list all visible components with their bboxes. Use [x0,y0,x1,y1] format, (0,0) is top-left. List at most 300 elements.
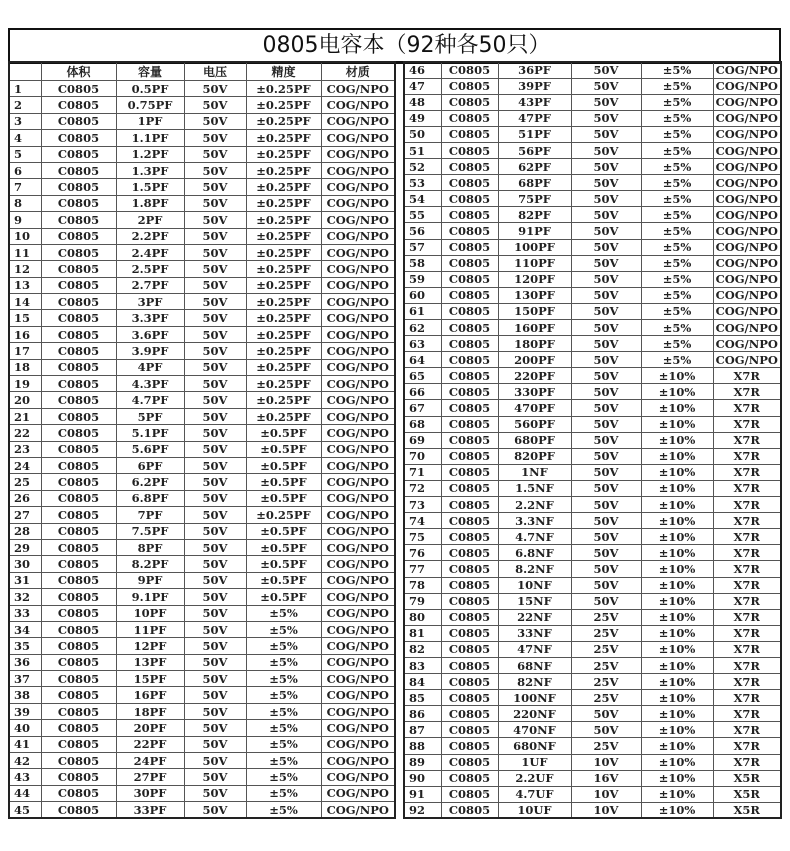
size-cell: C0805 [441,706,498,722]
material-cell: COG/NPO [321,539,395,555]
material-cell: COG/NPO [321,572,395,588]
tolerance-cell: ±5% [641,352,713,368]
voltage-cell: 50V [571,191,641,207]
row-index: 61 [404,303,441,319]
capacitance-cell: 1.2PF [116,146,184,162]
material-cell: COG/NPO [713,207,781,223]
row-index: 69 [404,432,441,448]
voltage-cell: 50V [184,736,246,752]
table-row [404,657,781,673]
size-cell: C0805 [441,497,498,513]
row-index: 79 [404,593,441,609]
voltage-cell: 50V [184,408,246,424]
size-cell: C0805 [441,802,498,818]
voltage-cell: 50V [184,179,246,195]
material-cell: COG/NPO [321,638,395,654]
size-cell: C0805 [41,130,116,146]
capacitance-cell: 16PF [116,687,184,703]
row-index: 1 [9,81,41,97]
voltage-cell: 25V [571,674,641,690]
voltage-cell: 50V [184,228,246,244]
size-cell: C0805 [441,303,498,319]
capacitance-cell: 22PF [116,736,184,752]
voltage-cell: 50V [184,212,246,228]
size-cell: C0805 [441,738,498,754]
capacitance-cell: 24PF [116,753,184,769]
tolerance-cell: ±0.25PF [246,113,321,129]
capacitance-cell: 1.3PF [116,162,184,178]
material-cell: X7R [713,593,781,609]
material-cell: COG/NPO [321,244,395,260]
voltage-cell: 50V [571,239,641,255]
size-cell: C0805 [41,294,116,310]
tolerance-cell: ±0.5PF [246,572,321,588]
row-index: 46 [404,62,441,78]
material-cell: COG/NPO [321,195,395,211]
material-cell: COG/NPO [321,621,395,637]
size-cell: C0805 [441,786,498,802]
material-cell: X7R [713,577,781,593]
tolerance-cell: ±0.25PF [246,326,321,342]
voltage-cell: 50V [184,605,246,621]
row-index: 89 [404,754,441,770]
size-cell: C0805 [41,277,116,293]
material-cell: X7R [713,384,781,400]
tolerance-cell: ±0.25PF [246,507,321,523]
tolerance-cell: ±0.25PF [246,261,321,277]
row-index: 42 [9,753,41,769]
voltage-cell: 50V [571,94,641,110]
voltage-cell: 50V [184,277,246,293]
material-cell: COG/NPO [321,474,395,490]
tolerance-cell: ±0.25PF [246,277,321,293]
row-index: 65 [404,368,441,384]
capacitance-cell: 10NF [498,577,571,593]
material-cell: COG/NPO [713,303,781,319]
tolerance-cell: ±5% [641,191,713,207]
tolerance-cell: ±5% [641,94,713,110]
capacitance-cell: 2PF [116,212,184,228]
material-cell: X7R [713,529,781,545]
row-index: 22 [9,425,41,441]
material-cell: COG/NPO [321,212,395,228]
material-cell: COG/NPO [321,589,395,605]
tolerance-cell: ±10% [641,416,713,432]
row-index: 44 [9,785,41,801]
size-cell: C0805 [441,545,498,561]
table-row [9,162,395,178]
size-cell: C0805 [441,432,498,448]
voltage-cell: 50V [184,113,246,129]
size-cell: C0805 [441,142,498,158]
tolerance-cell: ±5% [641,303,713,319]
row-index: 70 [404,448,441,464]
row-index: 23 [9,441,41,457]
table-row [404,641,781,657]
size-cell: C0805 [41,162,116,178]
tolerance-cell: ±10% [641,609,713,625]
size-cell: C0805 [41,408,116,424]
voltage-cell: 50V [571,464,641,480]
size-cell: C0805 [441,529,498,545]
voltage-cell: 50V [184,81,246,97]
voltage-cell: 50V [571,303,641,319]
size-cell: C0805 [41,802,116,818]
table-row [404,625,781,641]
tolerance-cell: ±0.25PF [246,212,321,228]
voltage-cell: 50V [184,441,246,457]
capacitance-cell: 1.5PF [116,179,184,195]
row-index: 5 [9,146,41,162]
row-index: 90 [404,770,441,786]
table-row [404,271,781,287]
material-cell: COG/NPO [321,113,395,129]
table-row [404,110,781,126]
material-cell: COG/NPO [321,425,395,441]
voltage-cell: 25V [571,609,641,625]
capacitance-cell: 2.2PF [116,228,184,244]
header-index [9,62,41,81]
size-cell: C0805 [41,769,116,785]
size-cell: C0805 [441,78,498,94]
tolerance-cell: ±10% [641,464,713,480]
capacitance-cell: 62PF [498,159,571,175]
capacitance-cell: 15NF [498,593,571,609]
row-index: 29 [9,539,41,555]
table-row [404,497,781,513]
tolerance-cell: ±10% [641,625,713,641]
table-row [9,97,395,113]
table-row [404,62,781,78]
voltage-cell: 50V [571,352,641,368]
voltage-cell: 25V [571,641,641,657]
capacitance-cell: 6.2PF [116,474,184,490]
voltage-cell: 25V [571,690,641,706]
voltage-cell: 25V [571,738,641,754]
voltage-cell: 50V [571,577,641,593]
material-cell: COG/NPO [321,556,395,572]
capacitance-cell: 100PF [498,239,571,255]
material-cell: COG/NPO [321,261,395,277]
size-cell: C0805 [441,159,498,175]
table-row [404,94,781,110]
material-cell: COG/NPO [321,654,395,670]
table-row [9,310,395,326]
capacitance-cell: 9PF [116,572,184,588]
voltage-cell: 50V [571,320,641,336]
row-index: 55 [404,207,441,223]
material-cell: COG/NPO [713,78,781,94]
row-index: 58 [404,255,441,271]
voltage-cell: 50V [184,703,246,719]
voltage-cell: 50V [184,425,246,441]
material-cell: COG/NPO [321,703,395,719]
tolerance-cell: ±5% [641,159,713,175]
voltage-cell: 50V [184,376,246,392]
voltage-cell: 25V [571,657,641,673]
size-cell: C0805 [41,261,116,277]
material-cell: COG/NPO [713,336,781,352]
voltage-cell: 50V [184,162,246,178]
table-row [404,368,781,384]
tolerance-cell: ±0.5PF [246,441,321,457]
table-row [404,336,781,352]
capacitance-cell: 47NF [498,641,571,657]
material-cell: X7R [713,416,781,432]
voltage-cell: 50V [184,457,246,473]
material-cell: COG/NPO [713,62,781,78]
material-cell: COG/NPO [321,490,395,506]
voltage-cell: 50V [184,785,246,801]
size-cell: C0805 [441,287,498,303]
voltage-cell: 50V [184,97,246,113]
material-cell: COG/NPO [321,441,395,457]
table-row [404,480,781,496]
capacitance-cell: 22NF [498,609,571,625]
tolerance-cell: ±5% [246,605,321,621]
tolerance-cell: ±5% [246,671,321,687]
capacitance-cell: 1.8PF [116,195,184,211]
row-index: 56 [404,223,441,239]
voltage-cell: 50V [571,159,641,175]
voltage-cell: 50V [571,62,641,78]
voltage-cell: 50V [184,687,246,703]
capacitance-cell: 27PF [116,769,184,785]
tolerance-cell: ±10% [641,384,713,400]
voltage-cell: 50V [571,432,641,448]
size-cell: C0805 [41,228,116,244]
table-row [9,376,395,392]
capacitance-cell: 68NF [498,657,571,673]
voltage-cell: 50V [184,359,246,375]
header-capacitance: 容量 [116,62,184,81]
table-row [404,191,781,207]
row-index: 12 [9,261,41,277]
material-cell: X7R [713,690,781,706]
capacitance-cell: 150PF [498,303,571,319]
tolerance-cell: ±5% [641,287,713,303]
tolerance-cell: ±10% [641,706,713,722]
table-row [9,457,395,473]
capacitance-cell: 3.9PF [116,343,184,359]
voltage-cell: 10V [571,754,641,770]
table-row [404,320,781,336]
voltage-cell: 50V [571,384,641,400]
voltage-cell: 10V [571,802,641,818]
voltage-cell: 16V [571,770,641,786]
table-row [9,212,395,228]
tolerance-cell: ±5% [641,223,713,239]
tolerance-cell: ±10% [641,448,713,464]
table-row [404,609,781,625]
material-cell: COG/NPO [321,457,395,473]
capacitance-cell: 2.2NF [498,497,571,513]
capacitance-cell: 220PF [498,368,571,384]
capacitance-cell: 3.6PF [116,326,184,342]
row-index: 86 [404,706,441,722]
voltage-cell: 50V [571,223,641,239]
row-index: 77 [404,561,441,577]
capacitance-cell: 9.1PF [116,589,184,605]
size-cell: C0805 [441,223,498,239]
tolerance-cell: ±0.5PF [246,425,321,441]
voltage-cell: 50V [184,310,246,326]
tolerance-cell: ±10% [641,657,713,673]
table-row [9,523,395,539]
voltage-cell: 50V [571,722,641,738]
table-row [9,589,395,605]
voltage-cell: 50V [571,110,641,126]
size-cell: C0805 [41,720,116,736]
row-index: 32 [9,589,41,605]
material-cell: COG/NPO [713,271,781,287]
voltage-cell: 50V [571,513,641,529]
table-row [404,223,781,239]
row-index: 53 [404,175,441,191]
size-cell: C0805 [441,175,498,191]
size-cell: C0805 [441,722,498,738]
size-cell: C0805 [441,400,498,416]
size-cell: C0805 [41,457,116,473]
header-voltage: 电压 [184,62,246,81]
tolerance-cell: ±10% [641,432,713,448]
capacitance-cell: 130PF [498,287,571,303]
material-cell: X7R [713,464,781,480]
table-row [9,474,395,490]
tolerance-cell: ±0.25PF [246,310,321,326]
tolerance-cell: ±0.5PF [246,523,321,539]
tolerance-cell: ±0.5PF [246,457,321,473]
tolerance-cell: ±0.5PF [246,539,321,555]
row-index: 31 [9,572,41,588]
capacitance-cell: 13PF [116,654,184,670]
table-row [404,464,781,480]
table-row [9,638,395,654]
table-row [9,507,395,523]
capacitance-cell: 220NF [498,706,571,722]
row-index: 75 [404,529,441,545]
tolerance-cell: ±0.25PF [246,195,321,211]
table-row [404,754,781,770]
capacitance-cell: 4.7UF [498,786,571,802]
table-row [9,146,395,162]
tolerance-cell: ±5% [246,753,321,769]
row-index: 91 [404,786,441,802]
size-cell: C0805 [41,359,116,375]
voltage-cell: 50V [184,556,246,572]
table-row [9,261,395,277]
size-cell: C0805 [441,271,498,287]
material-cell: COG/NPO [321,687,395,703]
tolerance-cell: ±5% [641,207,713,223]
table-row [404,287,781,303]
tolerance-cell: ±10% [641,513,713,529]
material-cell: COG/NPO [321,326,395,342]
header-row [9,62,395,81]
table-row [404,142,781,158]
voltage-cell: 50V [184,294,246,310]
capacitance-cell: 10UF [498,802,571,818]
row-index: 83 [404,657,441,673]
tolerance-cell: ±0.5PF [246,490,321,506]
tolerance-cell: ±10% [641,368,713,384]
material-cell: COG/NPO [321,146,395,162]
table-row [9,359,395,375]
capacitance-cell: 200PF [498,352,571,368]
material-cell: X7R [713,625,781,641]
table-row [404,577,781,593]
voltage-cell: 50V [184,671,246,687]
tolerance-cell: ±5% [641,255,713,271]
size-cell: C0805 [441,657,498,673]
tolerance-cell: ±0.5PF [246,474,321,490]
capacitance-cell: 120PF [498,271,571,287]
tolerance-cell: ±5% [246,785,321,801]
capacitance-cell: 6PF [116,457,184,473]
voltage-cell: 50V [571,78,641,94]
capacitance-cell: 5PF [116,408,184,424]
material-cell: X7R [713,754,781,770]
tolerance-cell: ±5% [641,271,713,287]
capacitance-cell: 4.7NF [498,529,571,545]
tolerance-cell: ±10% [641,722,713,738]
tolerance-cell: ±5% [641,336,713,352]
voltage-cell: 50V [184,261,246,277]
row-index: 30 [9,556,41,572]
row-index: 18 [9,359,41,375]
row-index: 63 [404,336,441,352]
voltage-cell: 50V [184,572,246,588]
table-row [9,408,395,424]
material-cell: COG/NPO [321,310,395,326]
tolerance-cell: ±0.5PF [246,589,321,605]
title-text: 0805电容本（92种各50只） [262,33,551,58]
size-cell: C0805 [441,384,498,400]
tolerance-cell: ±5% [246,621,321,637]
table-row [9,326,395,342]
size-cell: C0805 [41,97,116,113]
tolerance-cell: ±5% [246,736,321,752]
voltage-cell: 50V [571,287,641,303]
material-cell: X5R [713,786,781,802]
material-cell: X5R [713,802,781,818]
capacitance-cell: 160PF [498,320,571,336]
table-row [404,416,781,432]
row-index: 52 [404,159,441,175]
capacitance-cell: 7PF [116,507,184,523]
tolerance-cell: ±0.25PF [246,228,321,244]
capacitance-cell: 8.2NF [498,561,571,577]
table-row [404,159,781,175]
capacitance-cell: 82PF [498,207,571,223]
size-cell: C0805 [441,480,498,496]
header-material: 材质 [321,62,395,81]
row-index: 11 [9,244,41,260]
row-index: 21 [9,408,41,424]
row-index: 81 [404,625,441,641]
row-index: 38 [9,687,41,703]
row-index: 10 [9,228,41,244]
capacitance-cell: 33PF [116,802,184,818]
capacitance-cell: 33NF [498,625,571,641]
row-index: 35 [9,638,41,654]
material-cell: COG/NPO [321,130,395,146]
row-index: 71 [404,464,441,480]
material-cell: COG/NPO [321,753,395,769]
table-row [404,384,781,400]
tolerance-cell: ±0.25PF [246,81,321,97]
capacitance-cell: 680PF [498,432,571,448]
